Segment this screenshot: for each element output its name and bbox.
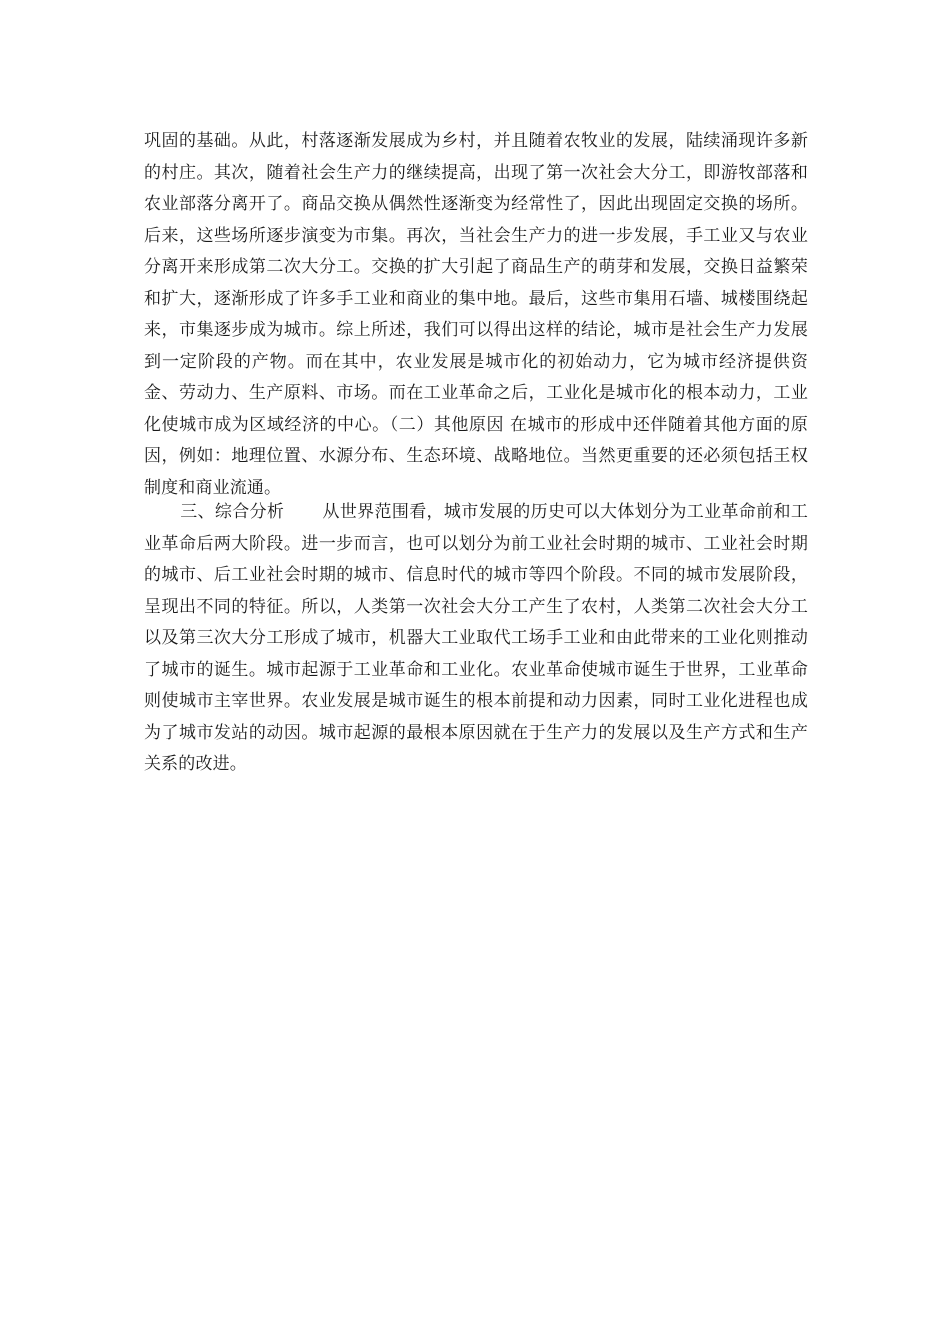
section-heading: 三、综合分析 xyxy=(180,502,285,522)
section-3-paragraph xyxy=(144,497,808,781)
body-paragraph-1: 巩固的基础。从此，村落逐渐发展成为乡村，并且随着农牧业的发展，陆续涌现许多新的村庄。其次，随着社会生产力的继续提高，出现了第一次社会大分工，即游牧部落和农业部落分离开了。商品交换从偶然性逐渐变为经常性了，因此出现固定交换的场所。后来，这些场所逐步演变为市集。再次，当社会生产力的进一步发展，手工业又与农业分离开来形成第二次大分工。交换的扩大引起了商品生产的萌芽和发展，交换日益繁荣和扩大，逐渐形成了许多手工业和商业的集中地。最后，这些市集用石墙、城楼围绕起来，市集逐步成为城市。综上所述，我们可以得出这样的结论，城市是社会生产力发展到一定阶段的产物。而在其中，农业发展是城市化的初始动力，它为城市经济提供资金、劳动力、生产原料、市场。而在工业革命之后，工业化是城市化的根本动力，工业化使城市成为区域经济的中心。（二）其他原因 在城市的形成中还伴随着其他方面的原因，例如：地理位置、水源分布、生态环境、战略地位。当然更重要的还必须包括王权制度和商业流通。 xyxy=(144,131,808,498)
body-paragraph-2: 从世界范围看，城市发展的历史可以大体划分为工业革命前和工业革命后两大阶段。进一步而言，也可以划分为前工业社会时期的城市、工业社会时期的城市、后工业社会时期的城市、信息时代的城市等四个阶段。不同的城市发展阶段，呈现出不同的特征。所以，人类第一次社会大分工产生了农村，人类第二次社会大分工以及第三次大分工形成了城市，机器大工业取代工场手工业和由此带来的工业化则推动了城市的诞生。城市起源于工业革命和工业化。农业革命使城市诞生于世界，工业革命则使城市主宰世界。农业发展是城市诞生的根本前提和动力因素，同时工业化进程也成为了城市发站的动因。城市起源的最根本原因就在于生产力的发展以及生产方式和生产关系的改进。 xyxy=(144,502,808,774)
